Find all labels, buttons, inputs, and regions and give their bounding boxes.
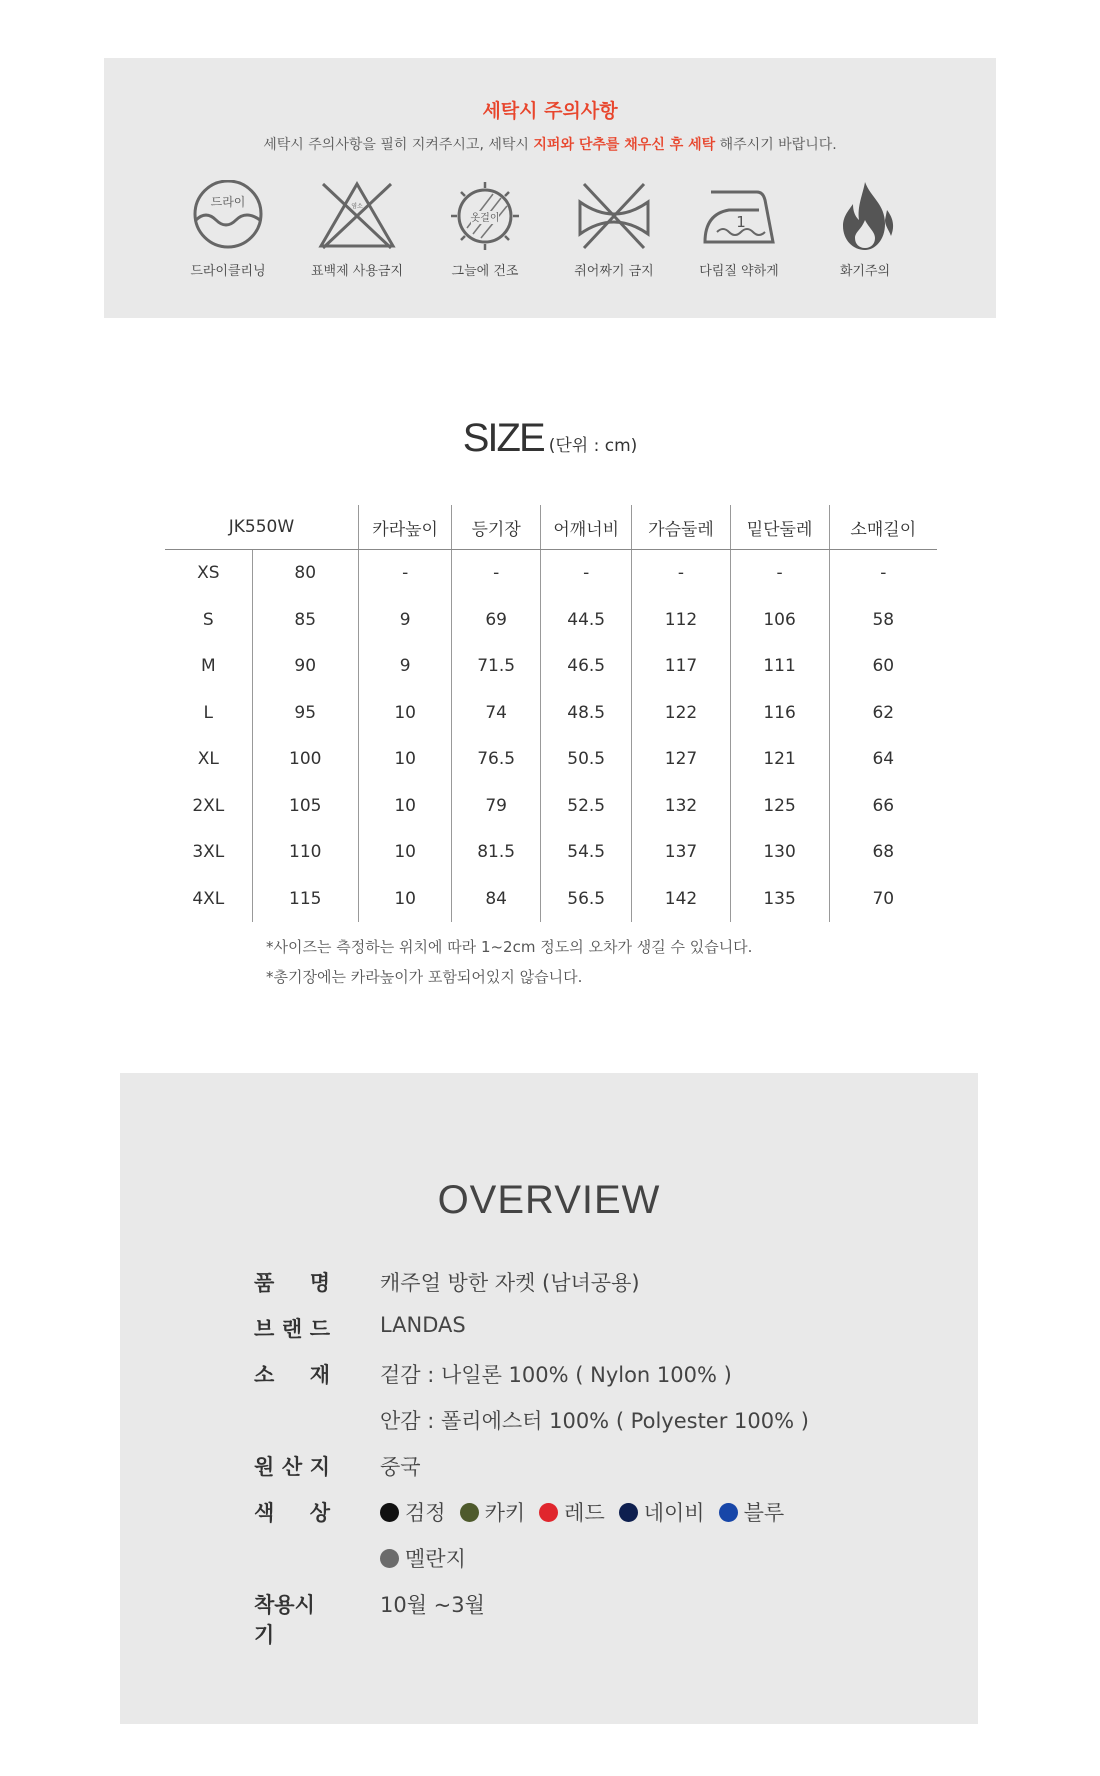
size-unit: (단위 : cm)	[548, 436, 638, 456]
size-value-cell: -	[829, 550, 937, 597]
size-value-cell: -	[452, 550, 541, 597]
size-value-cell: 80	[252, 550, 358, 597]
svg-text:드라이: 드라이	[210, 195, 246, 209]
table-row	[165, 829, 937, 876]
color-option	[539, 1501, 605, 1525]
size-value-cell: 105	[252, 783, 358, 830]
size-value-cell: 74	[452, 690, 541, 737]
size-value-cell: 44.5	[540, 597, 632, 644]
size-value-cell: 135	[730, 876, 829, 923]
size-value-cell: 142	[632, 876, 730, 923]
care-description	[104, 134, 996, 154]
size-value-cell: 10	[358, 690, 451, 737]
color-swatch	[380, 1549, 399, 1568]
size-value-cell: 69	[452, 597, 541, 644]
table-row	[165, 690, 937, 737]
size-value-cell: 46.5	[540, 643, 632, 690]
care-item-no-bleach	[292, 180, 422, 280]
size-note: *총기장에는 카라높이가 포함되어있지 않습니다.	[266, 968, 583, 986]
size-value-cell: 125	[730, 783, 829, 830]
size-note: *사이즈는 측정하는 위치에 따라 1~2cm 정도의 오차가 생길 수 있습니다.	[266, 938, 753, 956]
size-label-cell: M	[200, 656, 216, 677]
size-value-cell: 54.5	[540, 829, 632, 876]
size-value-cell: 85	[252, 597, 358, 644]
size-value-cell: 81.5	[452, 829, 541, 876]
table-row	[165, 736, 937, 783]
size-value-cell: 60	[829, 643, 937, 690]
size-value-cell: 121	[730, 736, 829, 783]
size-value-cell: 137	[632, 829, 730, 876]
size-label-cell: S	[202, 609, 214, 630]
overview-key-material: 소 재	[254, 1363, 330, 1387]
overview-key-colors: 색 상	[254, 1501, 330, 1525]
size-label-cell: XL	[197, 749, 219, 770]
care-label-shade-dry: 그늘에 건조	[451, 264, 519, 279]
size-value-cell: 48.5	[540, 690, 632, 737]
size-label-cell: XS	[197, 563, 220, 584]
color-label: 검정	[405, 1501, 446, 1525]
size-value-cell: 76.5	[452, 736, 541, 783]
size-value-cell: 100	[252, 736, 358, 783]
color-label: 멜란지	[405, 1547, 466, 1571]
color-option	[460, 1501, 526, 1525]
care-desc-highlight: 지퍼와 단추를 채우신 후 세탁	[533, 137, 716, 153]
overview-value-origin: 중국	[380, 1455, 421, 1479]
dry-clean-icon	[188, 180, 268, 252]
care-label-iron-low: 다림질 약하게	[699, 264, 779, 279]
header-sleeve-length: 소매길이	[829, 505, 937, 550]
header-hem: 밑단둘레	[730, 505, 829, 550]
overview-key-origin: 원 산 지	[254, 1455, 330, 1479]
size-label-cell: 3XL	[192, 842, 225, 863]
size-label-cell: 4XL	[192, 888, 225, 909]
size-value-cell: 10	[358, 876, 451, 923]
color-option	[619, 1501, 705, 1525]
overview-value-season: 10월 ~3월	[380, 1593, 485, 1617]
overview-key-brand: 브 랜 드	[254, 1317, 330, 1341]
size-value-cell: 116	[730, 690, 829, 737]
care-label-dry-clean: 드라이클리닝	[190, 264, 266, 279]
overview-title: OVERVIEW	[437, 1178, 661, 1222]
color-swatch	[539, 1503, 558, 1522]
fire-caution-icon	[825, 180, 905, 252]
size-value-cell: 95	[252, 690, 358, 737]
table-row	[165, 876, 937, 923]
size-value-cell: -	[730, 550, 829, 597]
overview-panel	[120, 1073, 978, 1724]
color-label: 네이비	[643, 1501, 705, 1525]
size-value-cell: 84	[452, 876, 541, 923]
care-item-fire-caution	[800, 180, 930, 280]
header-model: JK550W	[165, 505, 358, 550]
color-swatch	[619, 1503, 638, 1522]
care-label-fire-caution: 화기주의	[839, 264, 891, 279]
size-value-cell: 52.5	[540, 783, 632, 830]
iron-low-icon	[699, 180, 779, 252]
care-item-no-wring	[549, 180, 679, 280]
care-label-no-bleach: 표백제 사용금지	[310, 264, 404, 279]
no-bleach-icon	[317, 180, 397, 252]
no-wring-icon	[574, 180, 654, 252]
size-value-cell: 115	[252, 876, 358, 923]
size-value-cell: 68	[829, 829, 937, 876]
size-table-body	[165, 550, 937, 923]
color-swatch	[719, 1503, 738, 1522]
size-value-cell: 132	[632, 783, 730, 830]
color-option	[380, 1501, 446, 1525]
shade-dry-icon	[445, 180, 525, 252]
size-value-cell: 79	[452, 783, 541, 830]
size-heading	[0, 416, 1100, 461]
overview-value-name: 캐주얼 방한 자켓 (남녀공용)	[380, 1271, 640, 1295]
size-notes	[266, 932, 752, 992]
overview-key-season: 착용시기	[254, 1593, 315, 1647]
header-shoulder-width: 어깨너비	[540, 505, 632, 550]
size-value-cell: 9	[358, 597, 451, 644]
size-value-cell: 56.5	[540, 876, 632, 923]
size-table-header	[165, 505, 937, 550]
size-value-cell: -	[540, 550, 632, 597]
svg-text:옷걸이: 옷걸이	[470, 213, 500, 224]
color-label: 레드	[564, 1501, 605, 1525]
size-value-cell: 127	[632, 736, 730, 783]
overview-value-material-inner: 안감 : 폴리에스터 100% ( Polyester 100% )	[380, 1409, 809, 1433]
header-collar-height: 카라높이	[358, 505, 451, 550]
size-title: SIZE	[462, 416, 544, 460]
size-value-cell: -	[358, 550, 451, 597]
size-value-cell: 70	[829, 876, 937, 923]
care-desc-pre: 세탁시 주의사항을 필히 지켜주시고, 세탁시	[263, 137, 534, 153]
size-value-cell: 122	[632, 690, 730, 737]
header-chest: 가슴둘레	[632, 505, 730, 550]
size-value-cell: 62	[829, 690, 937, 737]
color-label: 카키	[484, 1501, 526, 1525]
table-row	[165, 643, 937, 690]
size-value-cell: 130	[730, 829, 829, 876]
size-value-cell: 90	[252, 643, 358, 690]
color-label: 블루	[743, 1501, 785, 1525]
size-value-cell: 10	[358, 736, 451, 783]
size-value-cell: 64	[829, 736, 937, 783]
color-swatch	[460, 1503, 479, 1522]
size-value-cell: 9	[358, 643, 451, 690]
size-table	[165, 505, 937, 922]
size-value-cell: 117	[632, 643, 730, 690]
care-item-dry-clean	[163, 180, 293, 280]
size-value-cell: 110	[252, 829, 358, 876]
size-label-cell: 2XL	[192, 795, 225, 816]
svg-text:염소: 염소	[351, 203, 363, 210]
size-value-cell: 50.5	[540, 736, 632, 783]
svg-text:1: 1	[736, 213, 746, 231]
size-value-cell: 106	[730, 597, 829, 644]
care-item-iron-low	[674, 180, 804, 280]
color-option	[719, 1501, 785, 1525]
overview-value-brand: LANDAS	[380, 1313, 466, 1337]
table-row	[165, 550, 937, 597]
header-back-length: 등기장	[452, 505, 541, 550]
size-value-cell: 10	[358, 783, 451, 830]
care-title: 세탁시 주의사항	[482, 100, 618, 122]
color-option	[380, 1547, 466, 1571]
care-item-shade-dry	[420, 180, 550, 280]
size-value-cell: 66	[829, 783, 937, 830]
overview-value-material-outer: 겉감 : 나일론 100% ( Nylon 100% )	[380, 1363, 732, 1387]
color-list	[380, 1497, 798, 1527]
size-label-cell: L	[203, 702, 214, 723]
table-row	[165, 597, 937, 644]
size-value-cell: 112	[632, 597, 730, 644]
size-value-cell: 10	[358, 829, 451, 876]
color-swatch	[380, 1503, 399, 1522]
overview-key-name: 품 명	[254, 1271, 330, 1295]
size-value-cell: -	[632, 550, 730, 597]
care-instructions-panel	[104, 58, 996, 318]
size-value-cell: 58	[829, 597, 937, 644]
size-value-cell: 111	[730, 643, 829, 690]
care-desc-post: 해주시기 바랍니다.	[715, 137, 837, 153]
table-row	[165, 783, 937, 830]
care-label-no-wring: 쥐어짜기 금지	[574, 264, 654, 279]
color-list	[380, 1543, 480, 1573]
size-value-cell: 71.5	[452, 643, 541, 690]
